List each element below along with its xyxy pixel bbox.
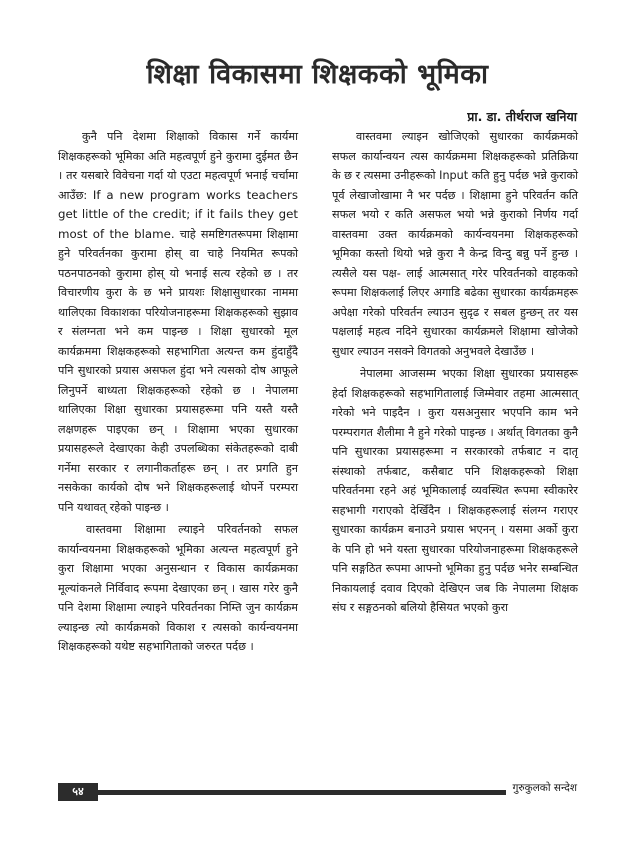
journal-name: गुरुकुलको सन्देश: [506, 781, 583, 795]
right-paragraph-1: वास्तवमा ल्याइन खोजिएको सुधारका कार्यक्रमको सफल कार्यान्वयन त्यस कार्यक्रममा शिक्षकहरूको प्रतिक्रिया के छ र त्यसमा उनीहरूको Input कति हुनु पर्दछ भन्ने कुराको पूर्व लेखाजोखामा नै भर पर्दछ । शिक्षामा हुने परिवर्तन कति सफल भयो र कति असफल भयो भन्ने कुराको निर्णय गर्दा वास्तवमा उक्त कार्यक्रमको कार्यन्वयनमा शिक्षकहरूको भूमिका कस्तो थियो भन्ने कुरा नै केन्द्र विन्दु बन्नु पर्ने हुन्छ । त्यसैले यस पक्ष- लाई आत्मसात् गरेर परिवर्तनको वाहकको रूपमा शिक्षकलाई लिएर अगाडि बढेका सुधारका कार्यक्रमहरू अपेक्षा गरेको परिवर्तन ल्याउन सुदृढ र सबल हुन्छन् तर यस पक्षलाई महत्व नदिने सुधारका कार्यक्रमले शिक्षामा खोजेको सुधार ल्याउन नसक्ने विगतको अनुभवले देखाउँछ ।: [332, 130, 578, 358]
article-title: शिक्षा विकासमा शिक्षकको भूमिका: [146, 59, 489, 90]
page-number: ५४: [58, 783, 98, 801]
left-paragraph-1: [58, 127, 298, 517]
footer-rule: [58, 790, 580, 795]
left-paragraph-2: वास्तवमा शिक्षामा ल्याइने परिवर्तनको सफल कार्यान्वयनमा शिक्षकहरूको भूमिका अत्यन्त महत्वपूर्ण हुने कुरा शिक्षामा भएका अनुसन्धान र विकास कार्यक्रमका मूल्यांकनले निर्विवाद रूपमा देखाएका छन् । खास गरेर कुनै पनि देशमा शिक्षामा ल्याइने परिवर्तनका निम्ति जुन कार्यक्रम ल्याइन्छ त्यो कार्यक्रमको विकाश र त्यसको कार्यन्वयनमा शिक्षकहरूको यथेष्ट सहभागिताको जरुरत पर्दछ ।: [58, 523, 298, 653]
english-quote: If a new program works teachers get little of the credit; if it fails they get most of the blame.: [58, 187, 298, 241]
left-paragraph-1-body: चाहे समष्टिगतरूपमा शिक्षामा हुने परिवर्तनका कुरामा होस् वा चाहे नियमित रूपको पठनपाठनको कुरामा होस् यो भनाई सत्य रहेको छ । तर विचारणीय कुरा के छ भने प्रायशः शिक्षासुधारका नाममा थालिएका विकाशका परियोजनाहरूमा शिक्षकहरूको सुझाव र संलग्नता भने कम पाइन्छ । शिक्षा सुधारको मूल कार्यक्रममा शिक्षकहरूको सहभागिता अत्यन्त कम हुंदाहुँदै पनि सुधारको प्रयास असफल हुंदा भने त्यसको दोष आफूले लिनुपर्ने बाध्यता शिक्षकहरूको रहेको छ । नेपालमा थालिएका शिक्षा सुधारका प्रयासहरूमा पनि यस्तै यस्तै लक्षणहरू पाइएका छन् । शिक्षामा भएका सुधारका प्रयासहरूले देखाएका केही उपलब्धिका संकेतहरूको दाबी गर्नेमा सरकार र लगानीकर्ताहरू छन् । तर प्रगति हुन नसकेका कार्यको दोष भने शिक्षकहरूलाई थोपर्ने परम्परा पनि यथावत् रहेको पाइन्छ ।: [58, 227, 298, 514]
author-name: प्रा. डा. तीर्थराज खनिया: [467, 109, 577, 124]
left-paragraph-1-intro: कुनै पनि देशमा शिक्षाको विकास गर्ने कार्यमा शिक्षकहरूको भूमिका अति महत्वपूर्ण हुने कुरामा दुईमत छैन । तर यसबारे विवेचना गर्दा यो एउटा महत्वपूर्ण भनाई चर्चामा आउँछ:: [58, 130, 298, 202]
right-paragraph-2: नेपालमा आजसम्म भएका शिक्षा सुधारका प्रयासहरू हेर्दा शिक्षकहरूको सहभागितालाई जिम्मेवार तहमा आत्मसात् गरेको भने पाइदैन । कुरा यसअनुसार भएपनि काम भने परम्परागत शैलीमा नै हुने गरेको पाइन्छ । अर्थात् विगतका कुनै पनि सुधारका प्रयासहरूमा न सरकारको तर्फबाट न दातृ संस्थाको तर्फबाट, कसैबाट पनि शिक्षकहरूको शिक्षा परिवर्तनमा रहने अहं भूमिकालाई व्यवस्थित रूपमा स्वीकारेर सहभागी गराएको देखिँदैन । शिक्षकहरूलाई संलग्न गराएर सुधारका कार्यक्रम बनाउने प्रयास भएनन् । यसमा अर्को कुरा के पनि हो भने यस्ता सुधारका परियोजनाहरूमा शिक्षकहरूले पनि सङ्गठित रूपमा आफ्नो भूमिका हुनु पर्दछ भनेर सम्बन्धित निकायलाई दवाव दिएको देखिएन जब कि नेपालमा शिक्षक संघ र सङ्गठनको बलियो हैसियत भएको कुरा: [332, 367, 578, 614]
left-column: [58, 127, 298, 660]
right-column: [332, 127, 578, 621]
